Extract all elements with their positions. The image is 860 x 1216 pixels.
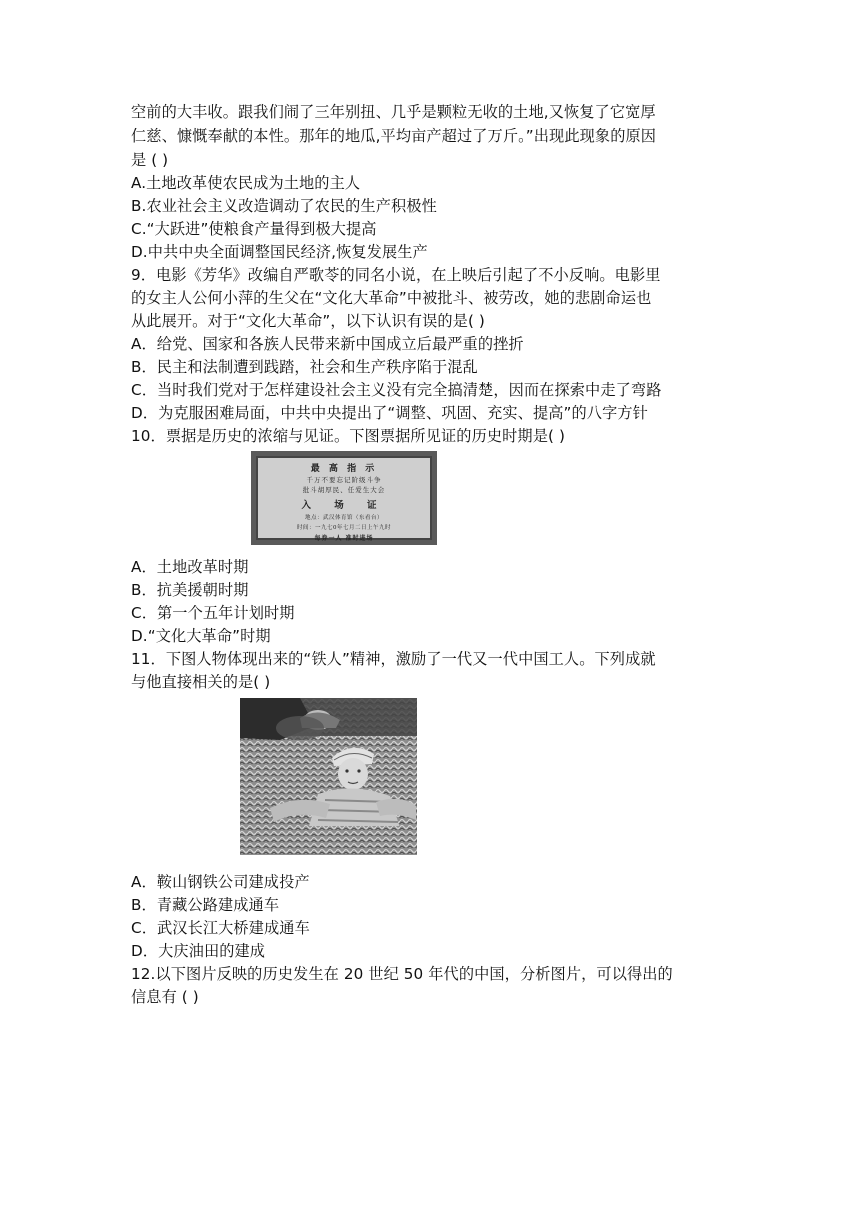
question-11-stem: 11．下图人物体现出来的“铁人”精神，激励了一代又一代中国工人。下列成就 (131, 650, 656, 668)
ticket-image (251, 451, 437, 545)
text-line: 空前的大丰收。跟我们闹了三年别扭、几乎是颗粒无收的土地,又恢复了它宽厚 (131, 103, 656, 121)
ticket-slogan: 千万不要忘记阶级斗争 (306, 476, 382, 484)
option-8c: C.“大跃进”使粮食产量得到极大提高 (131, 220, 377, 238)
option-11d: D．大庆油田的建成 (131, 942, 266, 960)
ticket-location: 地点：武汉体育馆（东看台） (304, 515, 383, 521)
ticket-event: 批斗胡厚民、任爱生大会 (302, 486, 386, 494)
ticket-time: 时间：一九七0年七月二日上午九时 (296, 525, 391, 531)
option-11c: C．武汉长江大桥建成通车 (131, 919, 310, 937)
option-10a: A．土地改革时期 (131, 558, 249, 576)
option-10b: B．抗美援朝时期 (131, 581, 249, 599)
option-8b: B.农业社会主义改造调动了农民的生产积极性 (131, 197, 437, 215)
text-line: 的女主人公何小萍的生父在“文化大革命”中被批斗、被劳改，她的悲剧命运也 (131, 289, 652, 307)
question-12-stem: 12.以下图片反映的历史发生在 20 世纪 50 年代的中国，分析图片，可以得出的 (131, 965, 673, 983)
option-9b: B．民主和法制遭到践踏，社会和生产秩序陷于混乱 (131, 358, 478, 376)
option-8a: A.土地改革使农民成为土地的主人 (131, 174, 361, 192)
text-line: 与他直接相关的是( ) (131, 673, 271, 691)
option-10c: C．第一个五年计划时期 (131, 604, 295, 622)
iron-man-photo (240, 698, 417, 855)
option-8d: D.中共中央全面调整国民经济,恢复发展生产 (131, 243, 428, 261)
option-10d: D.“文化大革命”时期 (131, 627, 271, 645)
text-line: 信息有 ( ) (131, 988, 199, 1006)
text-line: 从此展开。对于“文化大革命”，以下认识有误的是( ) (131, 312, 485, 330)
option-9d: D．为克服困难局面，中共中央提出了“调整、巩固、充实、提高”的八字方针 (131, 404, 648, 422)
option-11b: B．青藏公路建成通车 (131, 896, 280, 914)
option-11a: A．鞍山钢铁公司建成投产 (131, 873, 310, 891)
text-line: 仁慈、慷慨奉献的本性。那年的地瓜,平均亩产超过了万斤。”出现此现象的原因 (131, 127, 657, 145)
ticket-title: 入 场 证 (301, 500, 387, 511)
option-9c: C．当时我们党对于怎样建设社会主义没有完全搞清楚，因而在探索中走了弯路 (131, 381, 662, 399)
question-8-stem-end: 是 ( ) (131, 151, 169, 169)
option-9a: A．给党、国家和各族人民带来新中国成立后最严重的挫折 (131, 335, 524, 353)
question-10-stem: 10．票据是历史的浓缩与见证。下图票据所见证的历史时期是( ) (131, 427, 565, 445)
question-9-stem: 9．电影《芳华》改编自严歌苓的同名小说，在上映后引起了不小反响。电影里 (131, 266, 661, 284)
ticket-footer: 每券一人 准时进场 (314, 535, 374, 542)
ticket-heading: 最 高 指 示 (310, 464, 378, 474)
